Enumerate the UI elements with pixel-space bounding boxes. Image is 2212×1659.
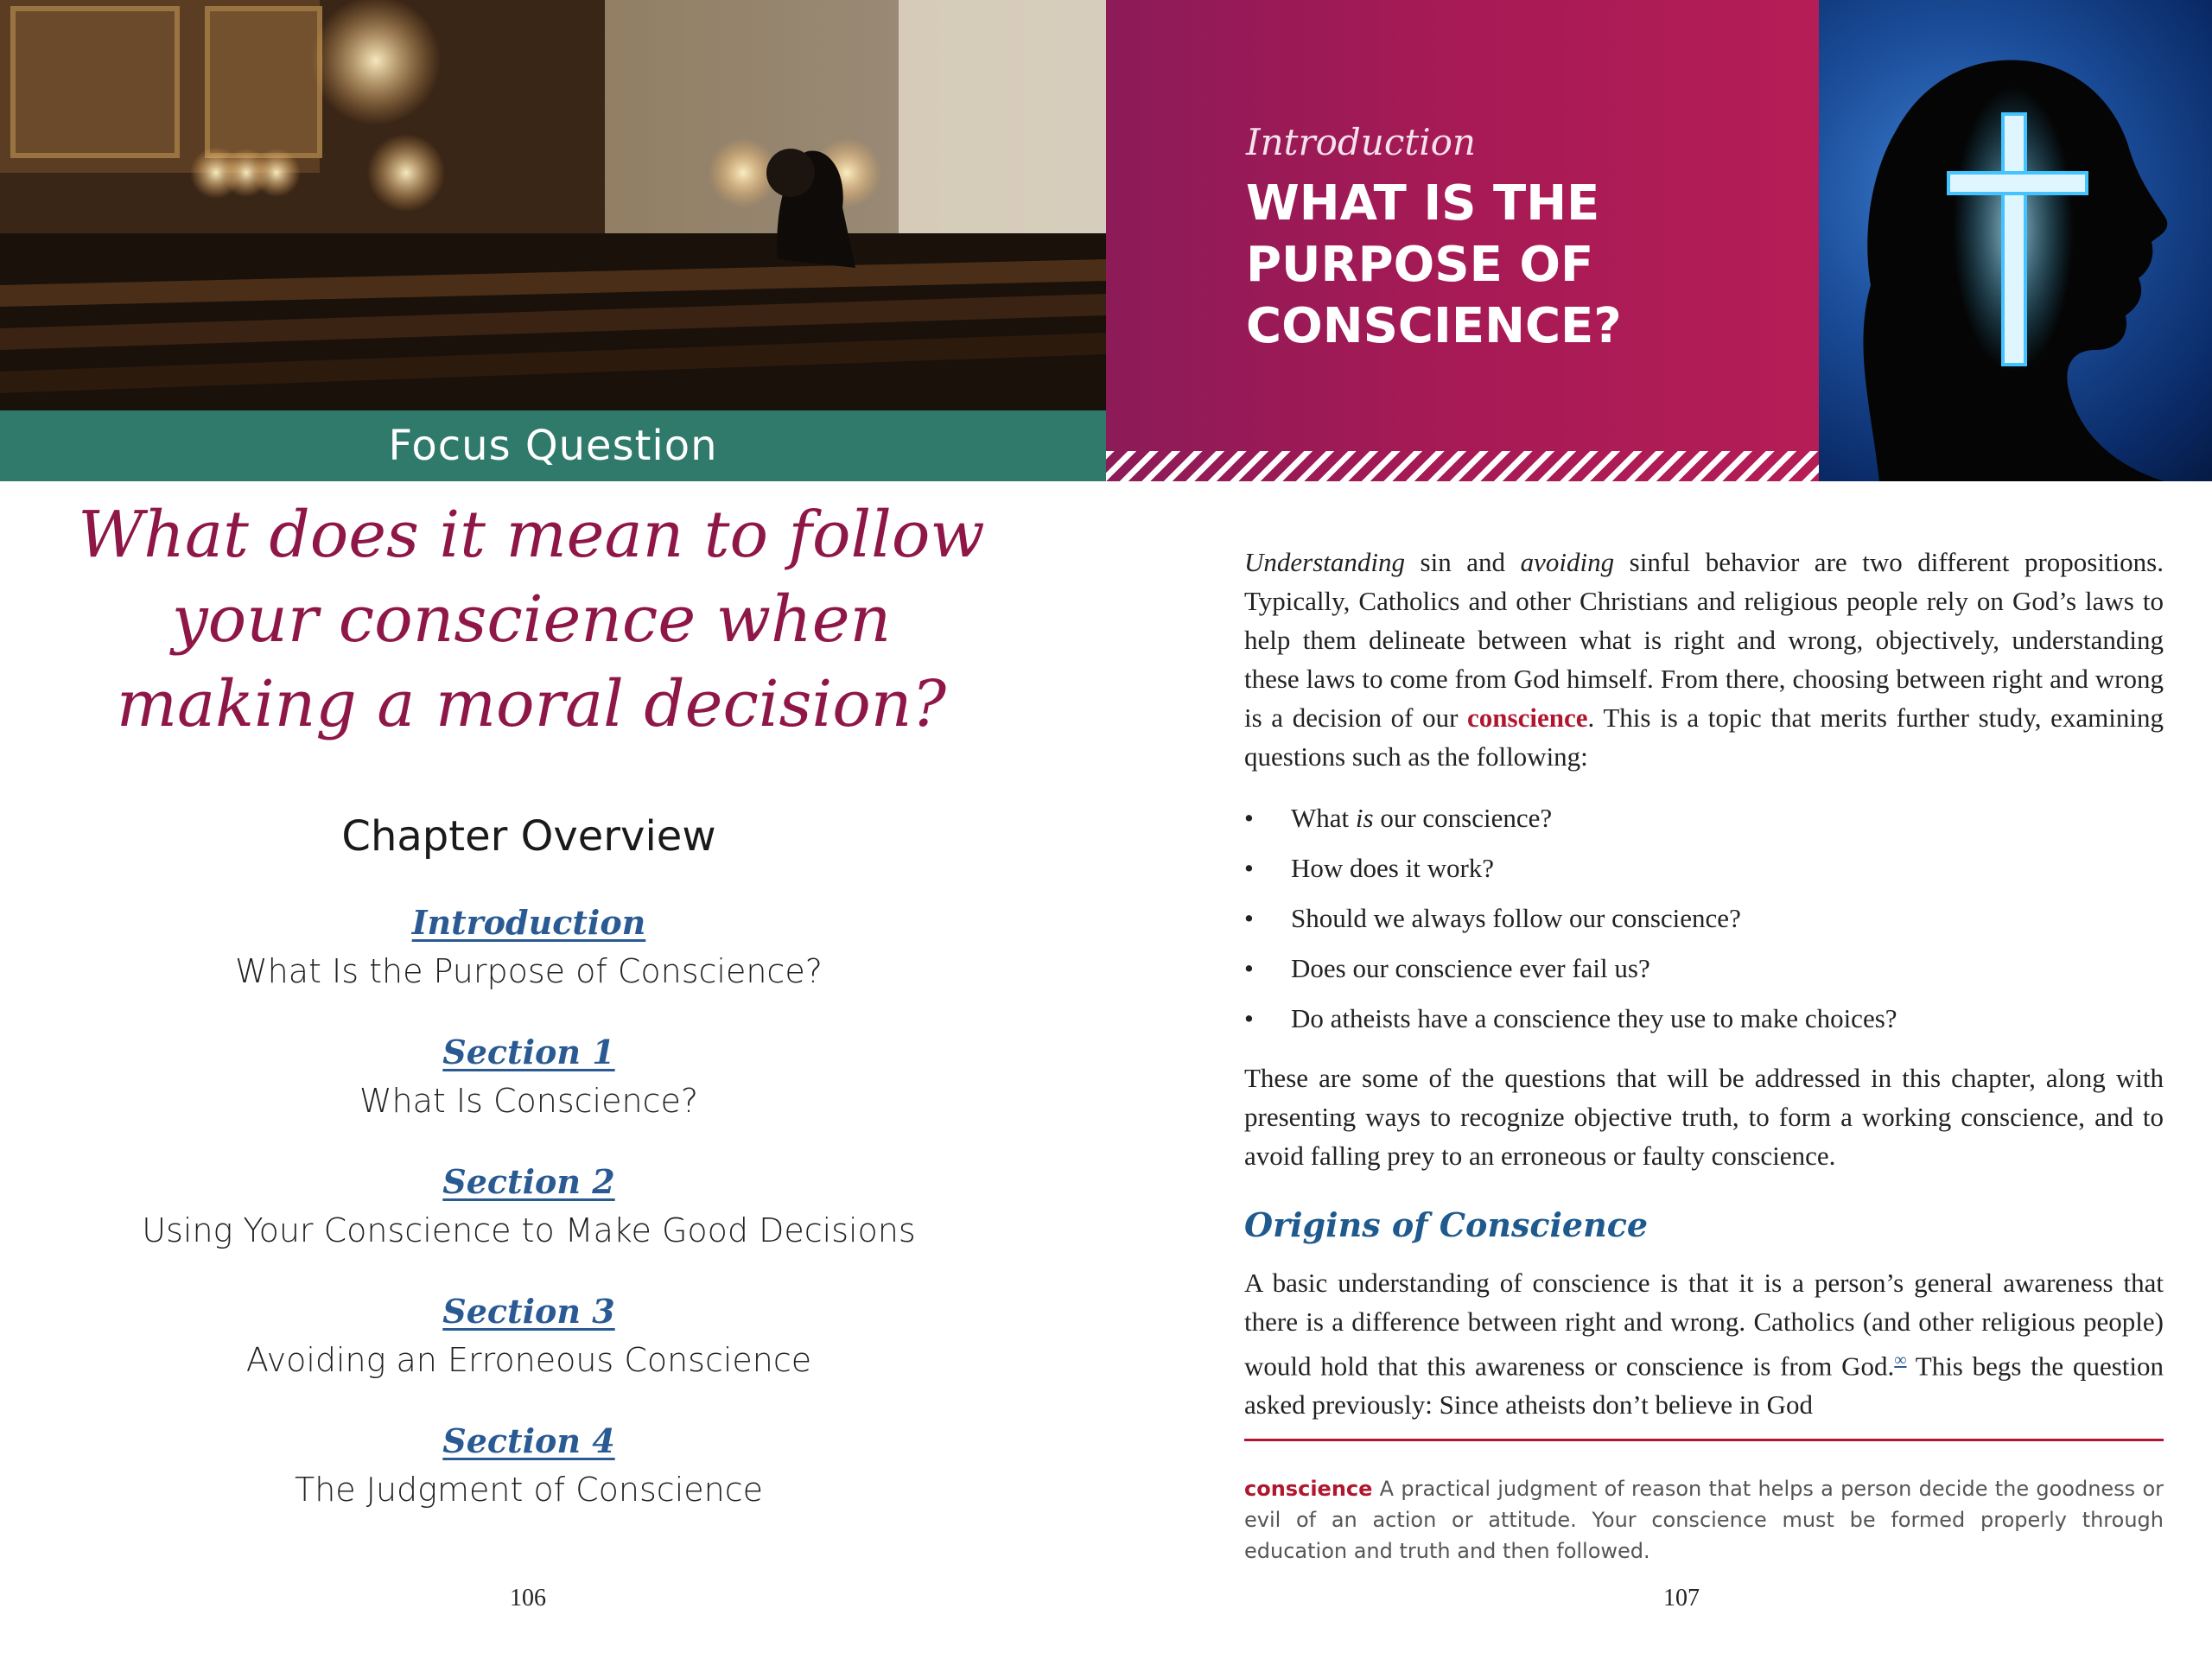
text-run: Do atheists have a conscience they use to make choices? <box>1291 1003 1897 1033</box>
toc-item <box>0 1028 1058 1158</box>
toc-subtitle: Using Your Conscience to Make Good Decisions <box>142 1211 916 1249</box>
glossary-divider <box>1244 1439 2164 1441</box>
chapter-overview-list <box>0 899 1058 1547</box>
text-run: . This is a topic that merits further study, examining questions such as the following: <box>1244 702 2164 772</box>
head-silhouette-cross-image <box>1819 0 2212 481</box>
text-run: Should we always follow our conscience? <box>1291 903 1741 933</box>
toc-subtitle: Avoiding an Erroneous Conscience <box>245 1341 812 1379</box>
toc-item <box>0 1417 1058 1547</box>
section-heading: Origins of Conscience <box>1244 1205 1649 1244</box>
page-number-left: 106 <box>510 1585 546 1611</box>
church-photo <box>0 0 1106 410</box>
intro-title <box>1246 173 1799 357</box>
intro-title-line: PURPOSE OF <box>1246 237 1594 293</box>
focus-question-text: What does it mean to follow your conscience when making a moral decision? <box>78 498 985 741</box>
intro-label: Introduction <box>1246 121 1476 163</box>
text-run: Does our conscience ever fail us? <box>1291 953 1650 983</box>
toc-item <box>0 899 1058 1028</box>
toc-link-section-3[interactable]: Section 3 <box>442 1292 615 1331</box>
toc-subtitle: The Judgment of Conscience <box>295 1471 763 1509</box>
silhouette-icon <box>1819 0 2212 481</box>
glossary-entry <box>1244 1473 2164 1567</box>
focus-question-banner: Focus Question <box>0 410 1106 481</box>
text-run: our conscience? <box>1373 803 1553 833</box>
origins-paragraph <box>1244 1263 2164 1424</box>
toc-subtitle: What Is Conscience? <box>359 1082 699 1120</box>
toc-link-section-4[interactable]: Section 4 <box>442 1421 615 1460</box>
text-run: sin and <box>1405 547 1521 577</box>
question-list <box>1244 793 2164 1044</box>
intro-title-line: CONSCIENCE? <box>1246 298 1622 354</box>
banner-stripes <box>1106 451 1819 481</box>
text-run: A basic understanding of conscience is that it is a person’s general awareness that there is a difference between right and wrong. Catholics (and other religious people) would hold that this awareness or conscience is from God. <box>1244 1268 2164 1382</box>
text-run: This begs the question asked previously: Since atheists don’t believe in God <box>1244 1351 2164 1421</box>
text-run: What <box>1291 803 1356 833</box>
intro-banner <box>1106 0 1819 481</box>
toc-item <box>0 1158 1058 1287</box>
toc-subtitle: What Is the Purpose of Conscience? <box>235 952 823 990</box>
toc-link-introduction[interactable]: Introduction <box>411 903 646 942</box>
page-number-right: 107 <box>1663 1585 1700 1611</box>
toc-item <box>0 1287 1058 1417</box>
chapter-overview-title: Chapter Overview <box>341 812 716 861</box>
list-item <box>1244 793 2164 843</box>
reference-link-icon[interactable]: ∞ <box>1894 1351 1907 1370</box>
list-item <box>1244 944 2164 994</box>
intro-title-line: WHAT IS THE <box>1246 175 1600 232</box>
toc-link-section-1[interactable]: Section 1 <box>442 1033 615 1071</box>
intro-paragraph-2: These are some of the questions that will be addressed in this chapter, along with presenting ways to recognize objective truth, to form a working conscience, and to avoid falling prey to an erroneous or faulty conscience. <box>1244 1063 2164 1171</box>
list-item <box>1244 843 2164 893</box>
glossary-definition: A practical judgment of reason that helps a person decide the goodness or evil of an action or attitude. Your conscience must be formed properly through education and truth and then followed. <box>1244 1477 2164 1563</box>
glossary-term: conscience <box>1244 1477 1373 1501</box>
list-item <box>1244 994 2164 1044</box>
glossary-keyword-conscience[interactable]: conscience <box>1467 702 1588 733</box>
list-item <box>1244 893 2164 944</box>
intro-paragraph-1 <box>1244 543 2164 776</box>
text-run: sinful behavior are two different propositions. Typically, Catholics and other Christians and religious people rely on God’s laws to help them delineate between what is right and wrong, objectively, understanding these laws to come from God himself. From there, choosing between right and wrong is a decision of our <box>1244 547 2164 733</box>
church-interior-image <box>0 0 1106 410</box>
right-page <box>1106 0 2212 1659</box>
text-run: How does it work? <box>1291 853 1495 883</box>
emphasis: is <box>1355 803 1374 833</box>
toc-link-section-2[interactable]: Section 2 <box>442 1162 615 1201</box>
emphasis: avoiding <box>1520 547 1615 577</box>
emphasis: Understanding <box>1244 547 1405 577</box>
